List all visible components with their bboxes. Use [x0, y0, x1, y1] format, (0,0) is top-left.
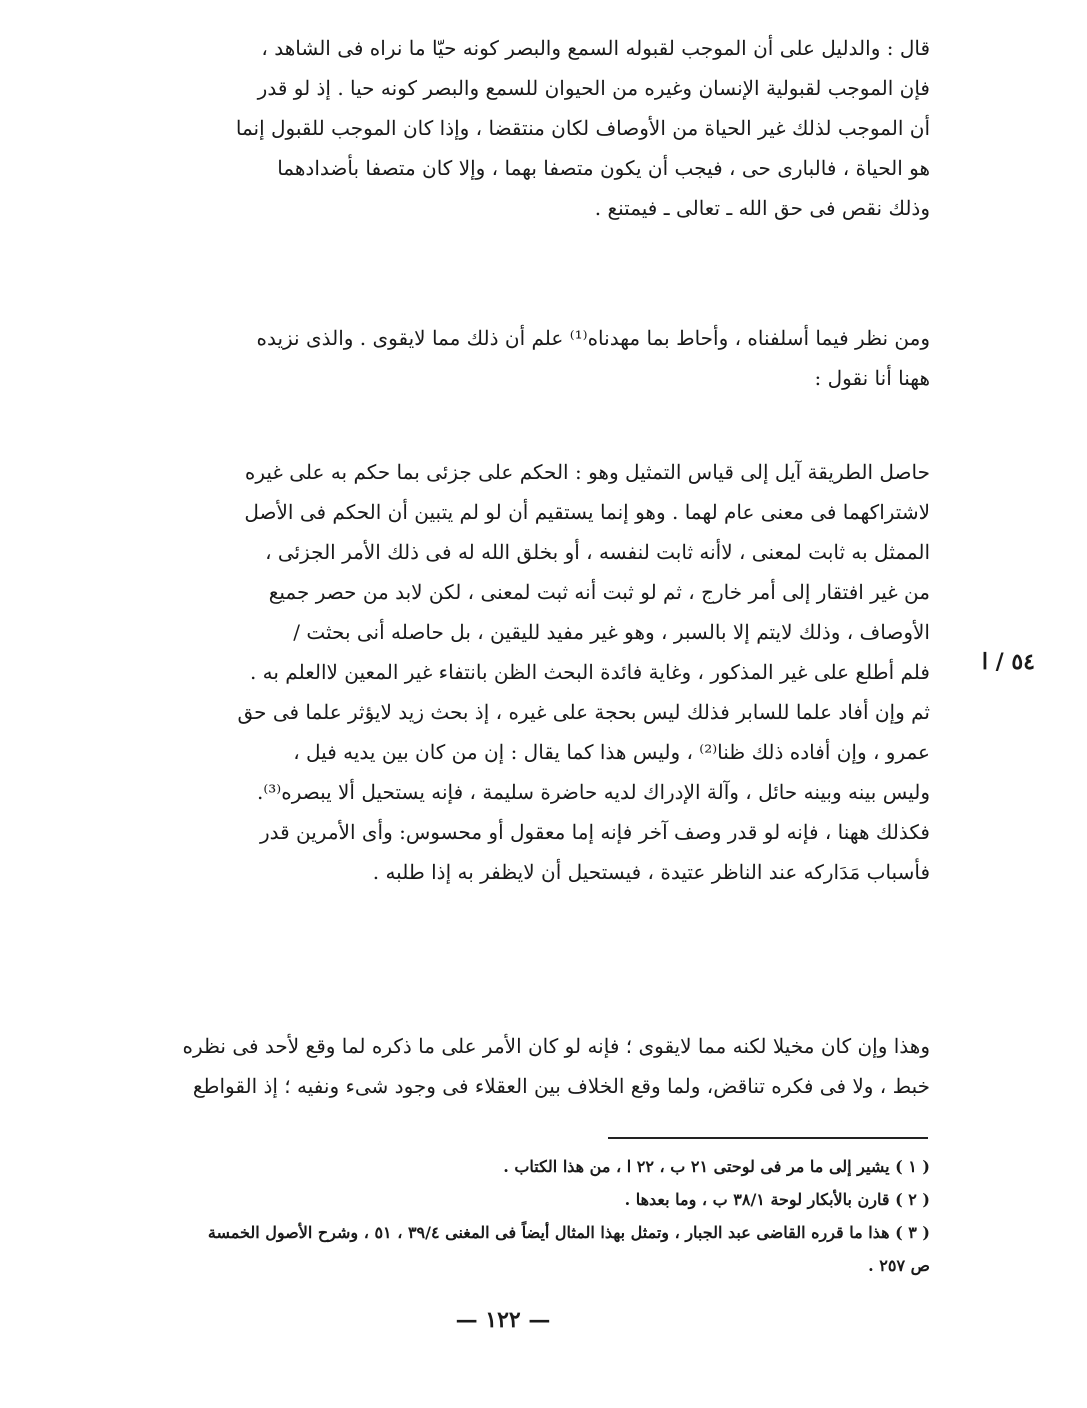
text-line: وهذا وإن كان مخيلا لكنه مما لايقوى ؛ فإنه لو كان الأمر على ما ذكره لما وقع لأحد فى نظره [182, 1034, 930, 1058]
text-line: وليس بينه وبينه حائل ، وآلة الإدراك لديه حاضرة سليمة ، فإنه يستحيل ألا يبصره⁽³⁾. [256, 780, 930, 804]
paragraph-1 [95, 28, 930, 228]
text-line: فأسباب مَدَاركه عند الناظر عتيدة ، فيستحيل أن لايظفر به إذا طلبه . [372, 860, 930, 884]
text-line: ثم وإن أفاد علما للسابر فذلك ليس بحجة على غيره ، إذ بحث زيد لايؤثر علما فى حق [237, 700, 930, 724]
page-number: — ١٢٢ — [455, 1307, 551, 1333]
paragraph-3 [95, 452, 930, 892]
text-line: ومن نظر فيما أسلفناه ، وأحاط بما مهدناه⁽¹⁾ علم أن ذلك مما لايقوى . والذى نزيده [256, 326, 930, 350]
text-line: فإن الموجب لقبولية الإنسان وغيره من الحيوان للسمع والبصر كونه حيا . إذ لو قدر [257, 76, 930, 100]
footnote-3: ( ٣ ) هذا ما قرره القاضى عبد الجبار ، وتمثل بهذا المثال أيضاً فى المغنى ٣٩/٤ ، ٥١ ، وشرح الأصول الخمسة [207, 1223, 930, 1242]
text-line: خبط ، ولا فى فكره تناقض، ولما وقع الخلاف بين العقلاء فى وجود شىء ونفيه ؛ إذ القواطع [192, 1074, 930, 1098]
text-line: فلم أطلع على غير المذكور ، وغاية فائدة البحث الظن بانتفاء غير المعين لاالعلم به . [249, 660, 930, 684]
text-line: من غير افتقار إلى أمر خارج ، ثم لو ثبت أنه ثبت لمعنى ، لكن لابد من حصر جميع [268, 580, 930, 604]
footnote-2: ( ٢ ) قارن بالأبكار لوحة ٣٨/١ ب ، وما بعدها . [624, 1190, 930, 1209]
footnotes [110, 1150, 930, 1282]
footnote-separator [608, 1137, 928, 1139]
footnote-1: ( ١ ) يشير إلى ما مر فى لوحتى ٢١ ب ، ٢٢ ا ، من هذا الكتاب . [503, 1157, 930, 1176]
text-line: هو الحياة ، فالبارى حى ، فيجب أن يكون متصفا بهما ، وإلا كان متصفا بأضدادهما [277, 156, 930, 180]
text-line: فكذلك ههنا ، فإنه لو قدر وصف آخر فإنه إما معقول أو محسوس: وأى الأمرين قدر [259, 820, 930, 844]
text-line: وذلك نقص فى حق الله ـ تعالى ـ فيمتنع . [594, 196, 930, 220]
footnote-3-continuation: ص ٢٥٧ . [868, 1256, 930, 1275]
text-line: الأوصاف ، وذلك لايتم إلا بالسبر ، وهو غير مفيد لليقين ، بل حاصله أنى بحثت / [293, 620, 930, 644]
paragraph-4 [95, 1026, 930, 1106]
text-line: ههنا أنا نقول : [814, 366, 930, 390]
text-line: أن الموجب لذلك غير الحياة من الأوصاف لكان منتقضا ، وإذا كان الموجب للقبول إنما [235, 116, 930, 140]
text-line: عمرو ، وإن أفاده ذلك ظنا⁽²⁾ ، وليس هذا كما يقال : إن من كان بين يديه فيل ، [293, 740, 930, 764]
text-line: لاشتراكهما فى معنى عام لهما . وهو إنما يستقيم أن لو لم يتبين أن الحكم فى الأصل [244, 500, 930, 524]
paragraph-2 [95, 318, 930, 398]
text-line: الممثل به ثابت لمعنى ، لاأنه ثابت لنفسه ، أو بخلق الله له فى ذلك الأمر الجزئى ، [265, 540, 930, 564]
text-line: قال : والدليل على أن الموجب لقبوله السمع والبصر كونه حيّا ما نراه فى الشاهد ، [261, 36, 930, 60]
manuscript-folio-marker: ٥٤ / ا [981, 649, 1035, 675]
text-line: حاصل الطريقة آيل إلى قياس التمثيل وهو : الحكم على جزئى بما حكم به على غيره [244, 460, 930, 484]
